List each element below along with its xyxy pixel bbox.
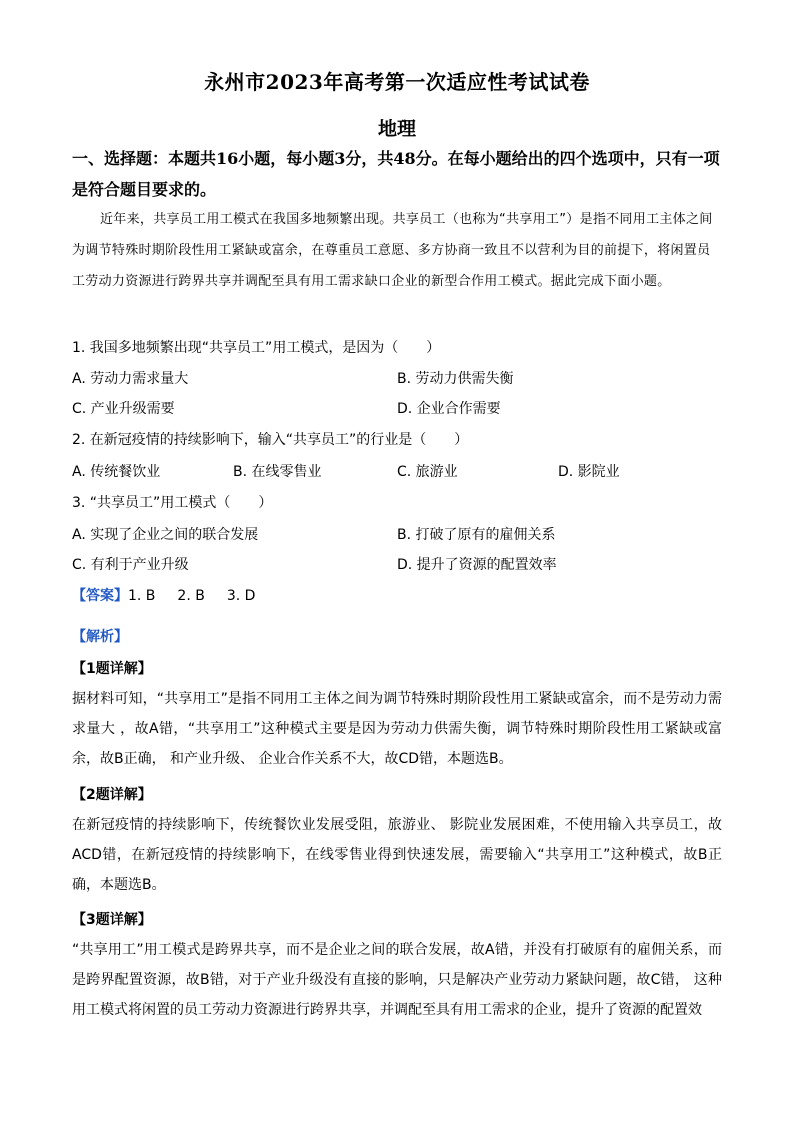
question-3-option-c: C. 有利于产业升级 bbox=[72, 557, 189, 573]
detail-2-text: 在新冠疫情的持续影响下，传统餐饮业发展受阻，旅游业、 影院业发展困难，不使用输入共享员工，故ACD错，在新冠疫情的持续影响下，在线零售业得到快速发展，需要输入“共享用工”这种模式，故B正确，本题选B。 bbox=[72, 817, 722, 893]
question-2-option-b: B. 在线零售业 bbox=[233, 464, 322, 480]
question-2-stem: 2. 在新冠疫情的持续影响下，输入“共享员工”的行业是（ ） bbox=[72, 432, 469, 448]
exam-title: 永州市2023年高考第一次适应性考试试卷 bbox=[204, 70, 590, 94]
question-3-option-d: D. 提升了资源的配置效率 bbox=[397, 557, 557, 573]
answer-line bbox=[72, 586, 255, 606]
question-1-stem: 1. 我国多地频繁出现“共享员工”用工模式，是因为（ ） bbox=[72, 340, 441, 356]
passage-text: 近年来，共享员工用工模式在我国多地频繁出现。共享员工（也称为“共享用工”）是指不同用工主体之间为调节特殊时期阶段性用工紧缺或富余，在尊重员工意愿、多方协商一致且不以营利为目的前提下，将闲置员工劳动力资源进行跨界共享并调配至具有用工需求缺口企业的新型合作用工模式。据此完成下面小题。 bbox=[72, 212, 713, 289]
question-1-option-a: A. 劳动力需求量大 bbox=[72, 371, 189, 387]
analysis-label: 【解析】 bbox=[72, 629, 128, 645]
question-2-option-a: A. 传统餐饮业 bbox=[72, 464, 161, 480]
detail-3-text: “共享用工”用工模式是跨界共享，而不是企业之间的联合发展，故A错，并没有打破原有的雇佣关系，而是跨界配置资源，故B错，对于产业升级没有直接的影响，只是解决产业劳动力紧缺问题，故C错， 这种用工模式将闲置的员工劳动力资源进行跨界共享，并调配至具有用工需求的企业，提升了资源的配置效 bbox=[72, 942, 722, 1018]
detail-1-label: 【1题详解】 bbox=[72, 661, 152, 677]
detail-1-text: 据材料可知，“共享用工”是指不同用工主体之间为调节特殊时期阶段性用工紧缺或富余，而不是劳动力需求量大 ，故A错，“共享用工”这种模式主要是因为劳动力供需失衡，调节特殊时期阶段性用工紧缺或富余，故B正确， 和产业升级、 企业合作关系不大，故CD错，本题选B。 bbox=[72, 691, 722, 767]
question-1-option-b: B. 劳动力供需失衡 bbox=[397, 371, 514, 387]
answer-item-2: 2. B bbox=[177, 588, 205, 604]
question-1-option-c: C. 产业升级需要 bbox=[72, 401, 175, 417]
section-heading: 一、选择题：本题共16小题，每小题3分，共48分。在每小题给出的四个选项中，只有一项是符合题目要求的。 bbox=[72, 149, 720, 199]
question-1-option-d: D. 企业合作需要 bbox=[397, 401, 501, 417]
subject-title: 地理 bbox=[377, 118, 416, 140]
detail-2-label: 【2题详解】 bbox=[72, 787, 152, 803]
question-3-option-a: A. 实现了企业之间的联合发展 bbox=[72, 527, 259, 543]
question-3-option-b: B. 打破了原有的雇佣关系 bbox=[397, 527, 556, 543]
question-3-stem: 3. “共享员工”用工模式（ ） bbox=[72, 495, 273, 511]
answer-label: 【答案】 bbox=[72, 588, 128, 604]
question-2-option-d: D. 影院业 bbox=[558, 464, 620, 480]
question-2-option-c: C. 旅游业 bbox=[397, 464, 458, 480]
reading-passage bbox=[72, 204, 722, 297]
detail-3-label: 【3题详解】 bbox=[72, 912, 152, 928]
answer-item-3: 3. D bbox=[226, 588, 256, 604]
answer-item-1: 1. B bbox=[128, 588, 156, 604]
